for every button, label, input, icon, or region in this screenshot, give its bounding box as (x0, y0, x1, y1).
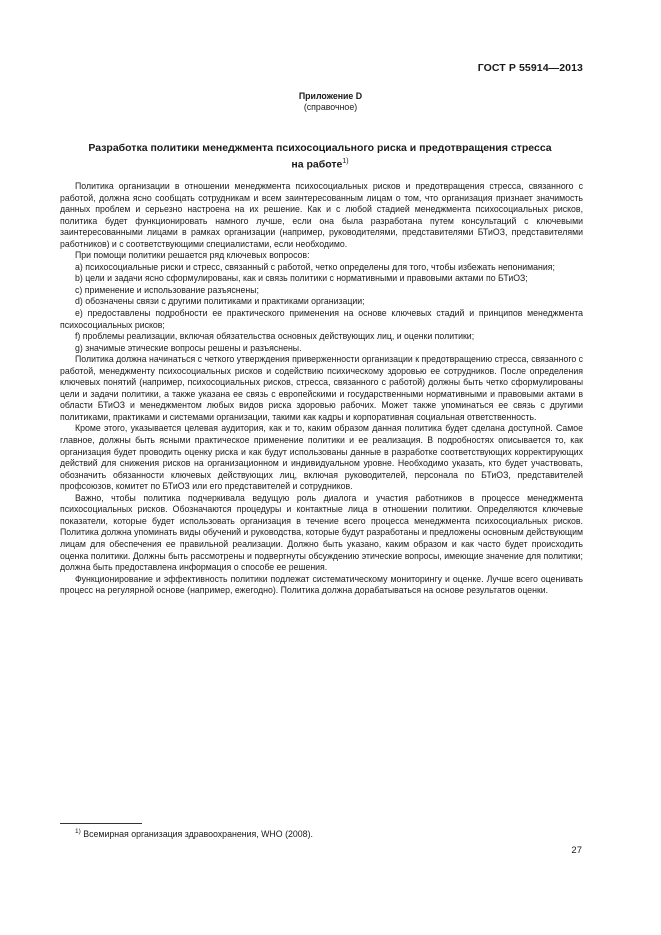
title-line-2: на работе (291, 158, 343, 171)
list-item: d) обозначены связи с другими политиками и практиками организации; (75, 296, 365, 307)
list-item: f) проблемы реализации, включая обязательства основных действующих лиц, и оценки политики; (75, 331, 475, 342)
document-title (60, 141, 580, 172)
paragraph: Политика организации в отношении менеджмента психосоциальных рисков и предотвращения стресса, связанного с работой, должна ясно сообщать сотрудникам и всем заинтересованным лицам о том, что организация признает значимость данных проблем и серьезно настроена на их решение. Как и с любой стадией менеджмента психосоциальных рисков, политика будет функционировать намного лучше, если она была разработана путем консультаций с ключевыми заинтересованными лицами в рамках организации (например, руководителями, представителями БТиОЗ, представителями работников) и с соответствующими специалистами, если необходимо. (60, 181, 583, 249)
paragraph: Важно, чтобы политика подчеркивала ведущую роль диалога и участия работников в процессе менеджмента психосоциальных рисков. Обозначаются процедуры и контактные лица в отношении политики. Определяются ключевые показатели, которые будет использовать организация в течение всего процесса менеджмента психосоциальных рисков. Политика должна упоминать виды обучений и руководства, которые будут разработаны и предложены основным действующим лицам для обеспечения ее правильной реализации. Должно быть указано, каким образом и как часто будет происходить оценка политики. Должны быть рассмотрены и подвергнуты обсуждению этические вопросы, имеющие значение для политики; должна быть предоставлена информация о способе ее решения. (60, 492, 583, 573)
body-text (60, 181, 583, 597)
paragraph: При помощи политики решается ряд ключевых вопросов: (75, 250, 310, 261)
list-item: е) предоставлены подробности ее практического применения на основе ключевых стадий и принципов менеджмента психосоциальных рисков; (60, 308, 583, 330)
list-item: с) применение и использование разъяснены; (75, 284, 259, 295)
paragraph: Политика должна начинаться с четкого утверждения приверженности организации к предотвращению стресса, связанного с работой, менеджменту психосоциальных рисков и содействию психическому здоровью ее сотрудников. После определения ключевых понятий (например, психосоциальных рисков, стресса, связанного с работой) должны быть четко сформулированы цели и задачи политики, а также указана ее связь с европейскими и государственными нормативными и правовыми актами в области БТиОЗ и менеджментом любых видов риска здоровью рабочих. Может также упоминаться ее связь с другими политиками, практиками и системами организации, такими как кадры и корпоративная социальная ответственность. (60, 354, 583, 422)
page-number: 27 (571, 845, 582, 856)
footnote (75, 828, 313, 839)
list-item: а) психосоциальные риски и стресс, связанный с работой, четко определены для того, чтобы избежать непонимания; (75, 261, 555, 272)
paragraph: Функционирование и эффективность политики подлежат систематическому мониторингу и оценке. Лучше всего оценивать процесс на регулярной основе (например, ежегодно). Политика должна дорабатываться на основе результатов оценки. (60, 573, 583, 596)
appendix-title: Приложение D (298, 91, 363, 101)
appendix-heading (0, 91, 661, 113)
footnote-divider (60, 823, 142, 824)
list-item: g) значимые этические вопросы решены и разъяснены. (75, 342, 302, 353)
footnote-reference[interactable]: 1) (342, 158, 349, 165)
appendix-subtitle: (справочное) (303, 102, 358, 112)
paragraph: Кроме этого, указывается целевая аудитория, как и то, каким образом данная политика будет сделана доступной. Самое главное, должны быть ясными практическое применение политики и ее реализация. В подробностях описывается то, как организация будет проводить оценку риска и как будут использованы данные в разработке соответствующих корректирующих действий для снижения рисков на организационном и индивидуальном уровне. Необходимо указать, кто будет участвовать, обозначить обязанности ключевых действующих лиц, включая руководителей, персонала по БТиОЗ, представителей профсоюзов, комитет по БТиОЗ или его представителей и сотрудников. (60, 423, 583, 492)
footnote-mark: 1) (75, 828, 81, 835)
list-item: b) цели и задачи ясно сформулированы, как и связь политики с нормативными и правовыми актами по БТиОЗ; (75, 273, 528, 284)
standard-number: ГОСТ Р 55914—2013 (477, 62, 583, 74)
title-line-1: Разработка политики менеджмента психосоциального риска и предотвращения стресса (88, 142, 552, 154)
footnote-text: Всемирная организация здравоохранения, WHO (2008). (83, 828, 313, 839)
